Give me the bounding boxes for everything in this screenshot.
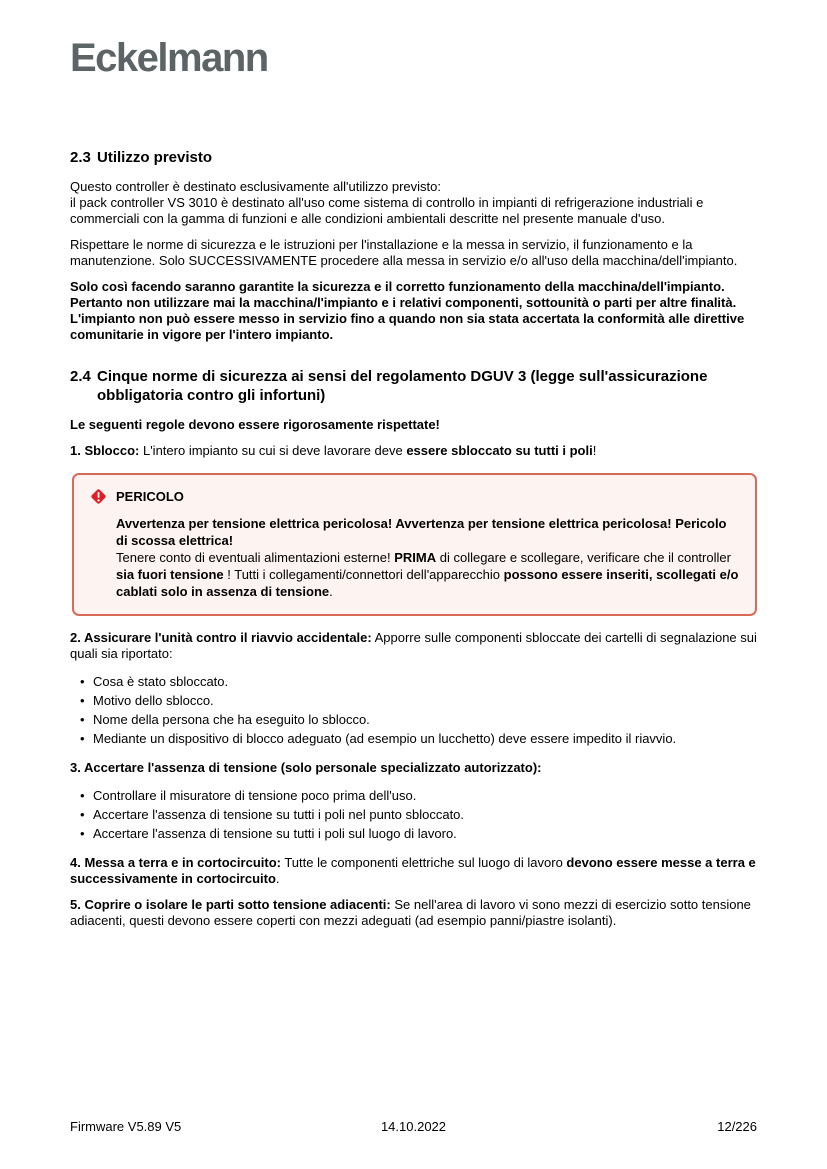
paragraph-intended-use-2: Rispettare le norme di sicurezza e le istruzioni per l'installazione e la messa in servizio, il funzionamento e la manutenzione. Solo SUCCESSIVAMENTE procedere alla messa in servizio e/o all'uso della macchina/dell'impianto.: [70, 237, 738, 268]
section-heading-2-4: [70, 367, 757, 405]
list-item: • Controllare il misuratore di tensione poco prima dell'uso.: [80, 786, 757, 805]
company-logo: Eckelmann: [70, 36, 268, 80]
paragraph-intended-use-3: Solo così facendo saranno garantite la sicurezza e il corretto funzionamento della macchina/dell'impianto. Pertanto non utilizzare mai la macchina/l'impianto e i relativi componenti, sottounità o parti per altre finalità. L'impianto non può essere messo in servizio fino a quando non sia stata accertata la conformità alle direttive comunitarie in vigore per l'intero impianto.: [70, 279, 745, 342]
danger-warning-header: [90, 488, 739, 505]
rule-2-bullet-list: [70, 672, 757, 748]
section-title: Cinque norme di sicurezza ai sensi del regolamento DGUV 3 (legge sull'assicurazione obbligatoria contro gli infortuni): [97, 368, 708, 404]
rule-5-cover-adjacent-parts: 5. Coprire o isolare le parti sotto tensione adiacenti: Se nell'area di lavoro vi sono mezzi di esercizio sotto tensione adiacenti, questi devono essere coperti con mezzi adeguati (ad esempio panni/piastre isolanti).: [70, 897, 751, 928]
list-item: • Mediante un dispositivo di blocco adeguato (ad esempio un lucchetto) deve essere impedito il riavvio.: [80, 729, 757, 748]
list-item: • Motivo dello sblocco.: [80, 691, 757, 710]
footer-page-number: 12/226: [717, 1119, 757, 1134]
danger-warning-title: PERICOLO: [116, 489, 184, 504]
rule-3-bullet-list: [70, 786, 757, 843]
rule-1-unlock: 1. Sblocco: L'intero impianto su cui si deve lavorare deve essere sbloccato su tutti i poli!: [70, 443, 597, 458]
list-item: • Cosa è stato sbloccato.: [80, 672, 757, 691]
page-footer: [70, 1119, 757, 1135]
danger-warning-text: Avvertenza per tensione elettrica pericolosa! Avvertenza per tensione elettrica pericolosa! Pericolo di scossa elettrica! Tenere conto di eventuali alimentazioni esterne! PRIMA di collegare e scollegare, verificare che il controller sia fuori tensione ! Tutti i collegamenti/connettori dell'apparecchio possono essere inseriti, scollegati e/o cablati solo in assenza di tensione.: [116, 516, 739, 599]
list-item: • Accertare l'assenza di tensione su tutti i poli nel punto sbloccato.: [80, 805, 757, 824]
rules-intro: Le seguenti regole devono essere rigorosamente rispettate!: [70, 417, 440, 432]
section-heading-2-3: [70, 148, 757, 167]
rule-3-verify-no-voltage: 3. Accertare l'assenza di tensione (solo personale specializzato autorizzato):: [70, 760, 542, 775]
paragraph-intended-use-1: Questo controller è destinato esclusivamente all'utilizzo previsto: il pack controller VS 3010 è destinato all'uso come sistema di controllo in impianti di refrigerazione industriali e commerciali con la gamma di funzioni e alle condizioni ambientali descritte nel presente manuale d'uso.: [70, 179, 704, 226]
section-number: 2.4: [70, 368, 91, 385]
danger-diamond-icon: [90, 488, 107, 505]
section-safety-rules: [70, 367, 757, 929]
danger-warning-box: [72, 473, 757, 616]
rule-4-ground-short-circuit: 4. Messa a terra e in cortocircuito: Tutte le componenti elettriche sul luogo di lavoro devono essere messe a terra e successivamente in cortocircuito.: [70, 855, 756, 886]
footer-firmware-version: Firmware V5.89 V5: [70, 1119, 182, 1134]
footer-date: 14.10.2022: [380, 1119, 447, 1134]
section-number: 2.3: [70, 149, 91, 166]
section-utilizzo-previsto: [70, 148, 757, 343]
list-item: • Accertare l'assenza di tensione su tutti i poli sul luogo di lavoro.: [80, 824, 757, 843]
section-title: Utilizzo previsto: [97, 149, 213, 166]
rule-2-secure-against-restart: 2. Assicurare l'unità contro il riavvio accidentale: Apporre sulle componenti sbloccate dei cartelli di segnalazione sui quali sia riportato:: [70, 630, 757, 661]
list-item: • Nome della persona che ha eseguito lo sblocco.: [80, 710, 757, 729]
